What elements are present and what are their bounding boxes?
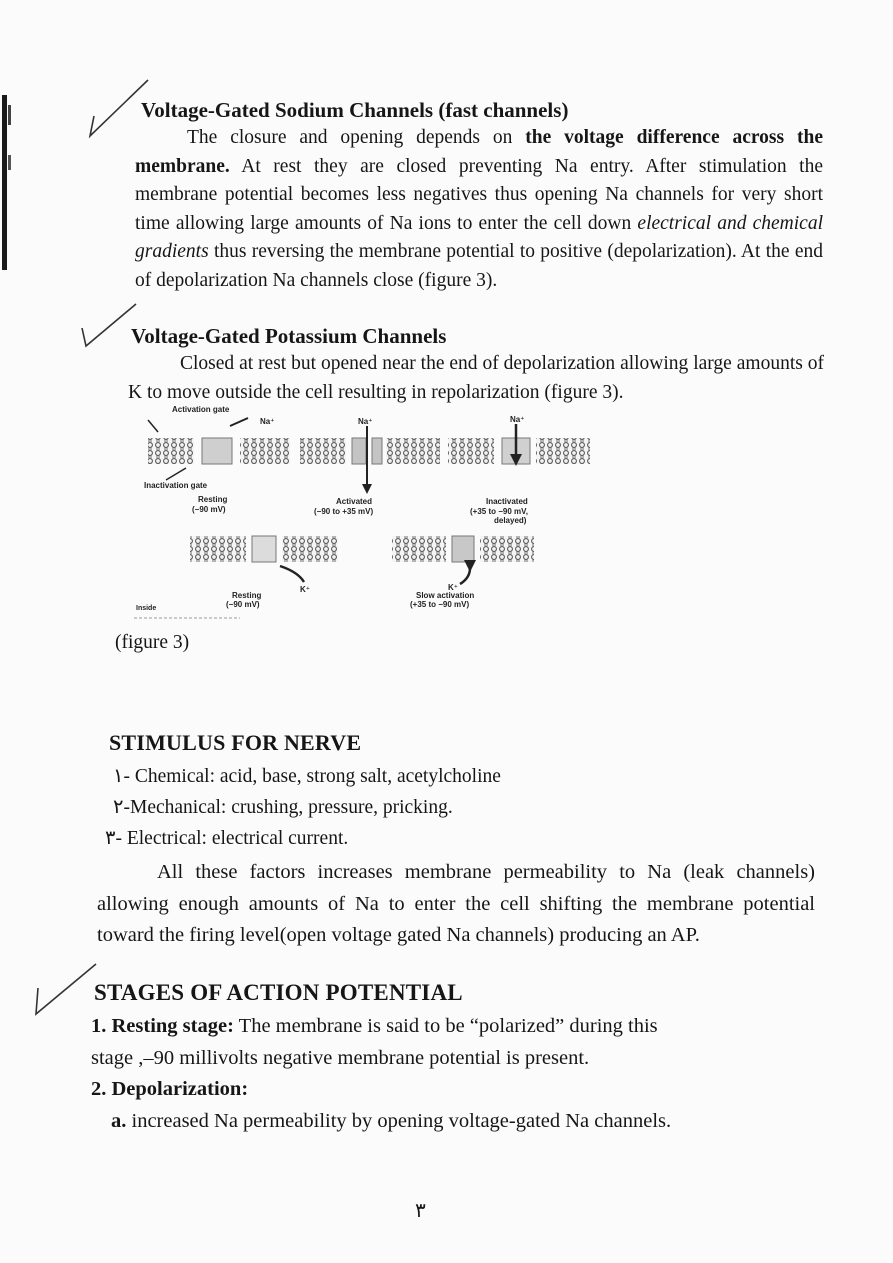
inactivated-label: Inactivated [486,497,528,506]
na-channel-activated [352,438,366,464]
k-arrow-slow [460,568,470,584]
resting-k-label: Resting [232,591,262,600]
handwritten-check-mark-3 [30,960,102,1020]
k-arrow-slow-head [464,560,476,572]
activated-label: Activated [336,497,373,506]
gate-arrow [148,420,158,432]
page-number: ٣ [415,1198,426,1222]
slow-activation-voltage: (+35 to −90 mV) [410,600,470,609]
membrane-segment [240,438,290,464]
membrane-segment [480,536,534,562]
na-label-activated: Na⁺ [358,417,373,426]
inside-label: Inside [136,605,157,612]
potassium-channels-heading: Voltage-Gated Potassium Channels [131,324,447,348]
membrane-segment [536,438,590,464]
membrane-segment [392,536,446,562]
inactivation-gate-label: Inactivation gate [144,481,208,490]
sodium-channels-heading: Voltage-Gated Sodium Channels (fast channels) [141,98,569,122]
inactivated-voltage: (+35 to −90 mV, [470,507,528,516]
membrane-segment [190,536,246,562]
membrane-segment [282,536,338,562]
resting-na-label: Resting [198,495,228,504]
k-label-slow: K⁺ [448,583,458,592]
k-arrow-resting [280,566,304,582]
membrane-segment [300,438,346,464]
stage-1-resting-continued: stage ,–90 millivolts negative membrane potential is present. [91,1047,590,1069]
slow-activation-label: Slow activation [416,591,475,600]
sodium-channels-paragraph: The closure and opening depends on the voltage difference across the membrane. At rest they are closed preventing Na entry. After stimulation the membrane potential becomes less negatives thus opening Na channels for very short time allowing large amounts of Na ions to enter the cell down electrical and chemical gradients thus reversing the membrane potential to positive (depolarization). At the end of depolarization Na channels close (figure 3). [135,127,823,291]
resting-k-voltage: (−90 mV) [226,600,260,609]
stimulus-item-mechanical: ٢-Mechanical: crushing, pressure, pricking. [113,797,453,818]
gate-arrow [230,418,248,426]
inactivation-arrow [166,468,186,480]
stimulus-item-electrical: ٣- Electrical: electrical current. [105,828,349,849]
na-label-inactivated: Na⁺ [510,415,525,424]
inactivated-delay: delayed) [494,516,527,525]
k-channel-slow [452,536,474,562]
ion-channel-figure [130,402,600,624]
membrane-segment [386,438,440,464]
stimulus-item-chemical: ١- Chemical: acid, base, strong salt, acetylcholine [113,766,501,787]
resting-na-voltage: (−90 mV) [192,505,226,514]
stage-1-resting: 1. Resting stage: The membrane is said to be “polarized” during this [91,1015,658,1037]
stage-2a: a. increased Na permeability by opening voltage-gated Na channels. [111,1110,672,1132]
stimulus-heading: STIMULUS FOR NERVE [109,730,362,755]
activated-voltage: (−90 to +35 mV) [314,507,374,516]
k-label-resting: K⁺ [300,585,310,594]
activation-gate-label: Activation gate [172,405,230,414]
binding-edge-mark [0,95,14,270]
na-label-resting: Na⁺ [260,417,275,426]
na-influx-arrow-head [362,484,372,494]
stages-heading: STAGES OF ACTION POTENTIAL [94,980,463,1005]
na-channel-resting [202,438,232,464]
stimulus-paragraph: All these factors increases membrane permeability to Na (leak channels) allowing enough amounts of Na to enter the cell shifting the membrane potential toward the firing level(open voltage gated Na channels) producing an AP. [97,861,815,946]
na-channel-activated [372,438,382,464]
stage-2-depolarization: 2. Depolarization: [91,1078,249,1100]
potassium-channels-paragraph: Closed at rest but opened near the end of depolarization allowing large amounts of K to move outside the cell resulting in repolarization (figure 3). [128,353,824,403]
membrane-segment [148,438,194,464]
membrane-segment [448,438,494,464]
k-channel-resting [252,536,276,562]
figure-caption: (figure 3) [115,632,190,653]
